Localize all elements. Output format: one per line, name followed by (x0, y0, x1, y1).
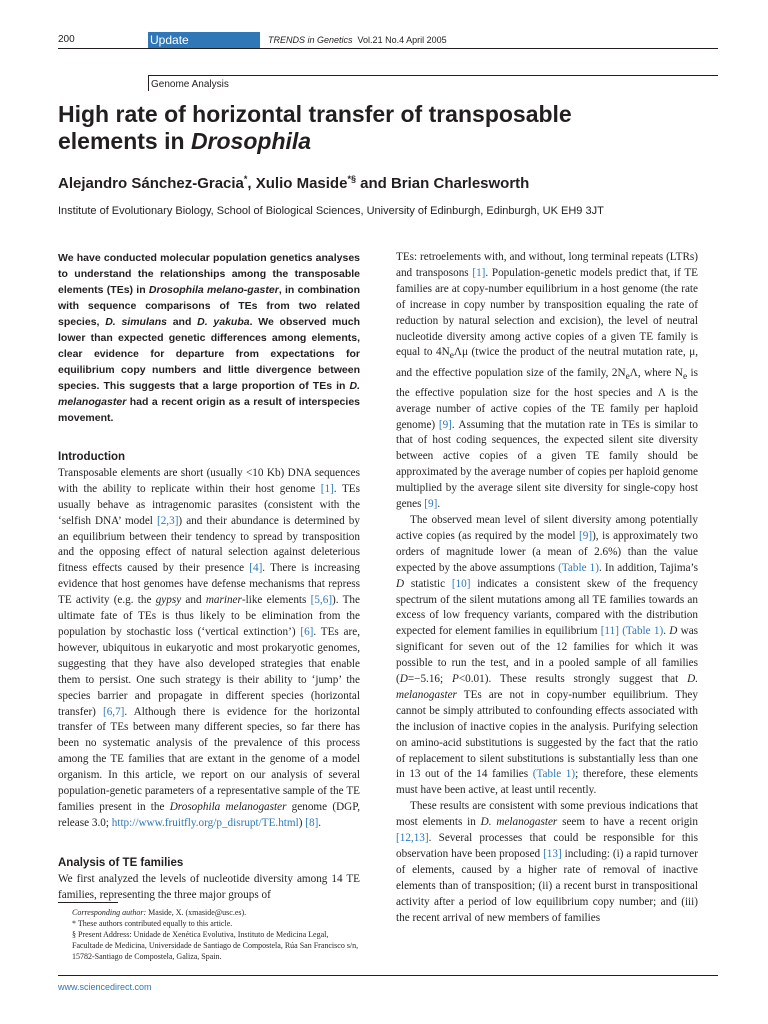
journal-line (268, 35, 447, 45)
body-text: ) (298, 816, 306, 829)
body-text: Transposable elements are short (usually <10 Kb) DNA sequences with the ability to replicate within their host genome (58, 466, 360, 495)
table-link[interactable]: (Table 1) (622, 625, 664, 638)
journal-issue: Vol.21 No.4 April 2005 (357, 35, 447, 45)
symbol: P (452, 673, 459, 686)
table-link[interactable]: (Table 1) (558, 561, 599, 574)
body-text: statistic (404, 577, 452, 590)
analysis-paragraph: We first analyzed the levels of nucleotide diversity among 14 TE families, representing the three major groups of (58, 872, 360, 901)
abstract-text: , in combination with sequence comparisons of TEs from two related species, (58, 284, 361, 328)
element-name: gypsy (155, 594, 182, 607)
category-rule (148, 75, 718, 76)
body-text: TEs: retroelements with, and without, long terminal repeats (LTRs) and transposons (396, 251, 698, 279)
author-2-mark: *§ (347, 174, 356, 184)
body-text: . TEs are, however, ubiquitous in eukaryotic and most prokaryotic genomes, suggesting that they have also developed strategies that enable them to persist. One such strategy is their ability to ‘jump’ the species barrier and propagate in different species (horizontal transfer) (58, 625, 360, 718)
body-text: was significant for seven out of the 12 families for which it was possible to run the test, and in a pooled sample of all families ( (396, 625, 699, 686)
body-text: . (318, 816, 322, 829)
citation-link[interactable]: [13] (543, 848, 562, 860)
body-text: These results are consistent with some previous indications that most elements in (396, 800, 698, 829)
title-genus: Drosophila (190, 128, 312, 154)
body-text: . (437, 498, 441, 511)
table-link[interactable]: (Table 1) (532, 768, 576, 781)
genome-url-link[interactable]: http://www.fruitfly.org/p_disrupt/TE.html (111, 816, 299, 829)
body-text: Λμ (twice the product of the neutral mutation rate, μ, and the effective population size of the family, 2N (396, 346, 698, 379)
symbol: D (396, 577, 405, 590)
footer-sciencedirect-link[interactable]: www.sciencedirect.com (58, 982, 152, 992)
citation-link[interactable]: [9] (424, 498, 438, 511)
symbol: D (669, 625, 678, 638)
footer-rule (58, 975, 718, 976)
affiliation: Institute of Evolutionary Biology, School of Biological Sciences, University of Edinburgh, Edinburgh, UK EH9 3JT (58, 205, 604, 217)
title-line-2: elements in (58, 128, 191, 154)
section-heading-introduction: Introduction (58, 451, 126, 463)
footnotes (58, 907, 360, 962)
body-text: The observed mean level of silent diversity among potentially active copies (as required by the model (396, 513, 698, 542)
citation-link[interactable]: [8] (305, 816, 319, 829)
author-1: Alejandro Sánchez-Gracia (58, 175, 244, 192)
abstract-text: and (166, 316, 198, 328)
author-2: , Xulio Maside (247, 175, 348, 192)
body-text: -like elements (241, 594, 311, 607)
section-tag: Update (148, 32, 260, 48)
body-text: . TEs usually behave as intragenomic parasites (consistent with the ‘selfish DNA’ model (58, 482, 360, 527)
footnote-label: Corresponding author: (72, 908, 147, 917)
journal-name: TRENDS in Genetics (268, 35, 353, 45)
citation-link[interactable]: [6,7] (102, 705, 125, 718)
body-text: including: (i) a rapid turnover of elements, caused by a higher rate of removal of inactive elements than of transposition; (ii) a recent burst in transpositional activity after a period of low equilibrium copy number; and (iii) the recent arrival of new members of families (396, 848, 698, 924)
subscript: e (682, 371, 688, 382)
body-text: . In addition, Tajima’s (598, 561, 698, 574)
article-category: Genome Analysis (151, 79, 229, 90)
citation-link[interactable]: [10] (451, 577, 471, 590)
left-column (58, 250, 360, 903)
article-title (58, 101, 718, 155)
body-text: <0.01). These results strongly suggest that (458, 673, 688, 686)
species-name: D. melanogaster (396, 673, 699, 701)
body-text: ; therefore, these elements must have been active, at least until recently. (396, 768, 698, 797)
body-text: . There is increasing evidence that host genomes have defense mechanisms that repress TE activity (e.g. the (58, 562, 360, 607)
citation-link[interactable]: [4] (249, 562, 263, 575)
right-paragraph-3 (396, 799, 698, 926)
body-text: is the effective population size for the host species and Λ is the average number of active copies of the TE family per haploid genome) (396, 366, 698, 431)
body-text: indicates a consistent skew of the frequency spectrum of the silent mutations among all TE families towards an excess of low frequency variants, compared with the distribution expected for element families in equilibrium (396, 577, 698, 638)
citation-link[interactable]: [1] (320, 482, 334, 495)
right-column (396, 250, 698, 927)
citation-link[interactable]: [5,6] (310, 594, 333, 607)
species-name: D. yakuba (197, 316, 250, 328)
body-text: =−5.16; (407, 673, 452, 686)
citation-link[interactable]: [9] (579, 529, 593, 542)
species-name: D. melanogaster (480, 816, 558, 829)
author-1-mark: * (243, 174, 248, 184)
subscript: e (625, 371, 630, 382)
body-text: TEs are not in copy-number equilibrium. They cannot be simply attributed to confounding effects associated with the inclusion of inactive copies in the analysis. Purifying selection on amino-acid substitutions is suggested by the fact that the ratio of replacement to silent substitutions is substantially less than one in 13 out of the 14 families (396, 688, 698, 781)
subscript: e (449, 351, 454, 362)
body-text: . Assuming that the mutation rate in TEs is similar to that of host coding sequences, the expected silent site diversity between active copies of a given TE family should be approximated by the average number of copies per haploid genome multiplied by the average silent site diversity for single-copy host genes (396, 418, 698, 511)
body-text: ). The ultimate fate of TEs is thus likely to be elimination from the population by stochastic loss (‘vertical extinction’) (58, 594, 360, 638)
author-list (58, 174, 718, 192)
species-name: Drosophila melano-gaster (148, 284, 279, 296)
citation-link[interactable]: [12,13] (396, 832, 429, 845)
title-line-1: High rate of horizontal transfer of transposable (58, 101, 572, 127)
right-paragraph-1 (396, 250, 698, 513)
citation-link[interactable]: [2,3] (156, 514, 179, 527)
right-paragraph-2 (396, 513, 698, 799)
footnote-rule (58, 902, 118, 903)
section-heading-analysis: Analysis of TE families (58, 856, 184, 869)
footnote-text: Maside, X. (xmaside@usc.es). (146, 908, 247, 917)
footnote-corresponding (58, 907, 360, 918)
header-rule (58, 48, 718, 49)
citation-link[interactable]: [9] (438, 418, 452, 431)
citation-link[interactable]: [11] (600, 625, 619, 638)
body-text: genome (DGP, release 3.0; (58, 800, 361, 829)
intro-paragraph (58, 466, 360, 832)
species-name: D. melanogaster (58, 380, 360, 408)
author-3: and Brian Charlesworth (355, 175, 530, 192)
abstract-text: We have conducted molecular population genetics analyses to understand the relationships among the transposable elements (TEs) in (58, 252, 360, 296)
body-text: . (663, 625, 670, 638)
species-name: Drosophila melanogaster (169, 800, 287, 813)
page-number: 200 (58, 34, 75, 45)
body-text: . Population-genetic models predict that, if TE families are at copy-number equilibrium in a host genome (the rate of increase in copy number by transposition equaling the rate of reduction by natural selection and excision), the level of neutral nucleotide diversity among active copies of a given TE family is equal to 4N (396, 266, 698, 359)
abstract-text: . We observed much lower than expected genetic differences among elements, clear evidence for departure from expectations for equilibrium copy numbers and little divergence between species. This suggests that a large proportion of TEs in (58, 316, 360, 392)
body-text: ) and their abundance is determined by an equilibrium between their tendency to spread by transposition and the opposing effect of natural selection against deleterious fitness effects caused by their presence (58, 514, 360, 575)
citation-link[interactable]: [6] (300, 625, 314, 638)
body-text: . Although there is evidence for the horizontal transfer of TEs between many different species, so far there has been no systematic analysis of the prevalence of this process among the TE families that are extant in the genome of a model organism. In this article, we report on our analysis of several population-genetic parameters of a representative sample of the TE families present in the (58, 705, 360, 813)
body-text: seem to have a recent origin (557, 816, 698, 829)
body-text: Λ, where N (629, 366, 683, 379)
abstract (58, 250, 360, 426)
body-text: . Several processes that could be responsible for this observation have been proposed (396, 832, 698, 860)
body-text: and (181, 594, 206, 607)
body-text: ), is approximately two orders of magnitude lower (a mean of 2.6%) than the value expected by the above assumptions (396, 529, 698, 574)
category-tick (148, 75, 149, 91)
element-name: mariner (205, 594, 242, 607)
symbol: D (399, 673, 408, 686)
citation-link[interactable]: [1] (472, 266, 486, 279)
footnote-equal-contribution: * These authors contributed equally to this article. (72, 919, 233, 928)
abstract-text: had a recent origin as a result of interspecies movement. (58, 396, 360, 424)
footnote-present-address: § Present Address: Unidade de Xenética Evolutiva, Instituto de Medicina Legal, Facultade de Medicina, Universidade de Santiago de Compostela, Rúa San Francisco s/n, 15782-Santiago de Compostela, Galiza, Spain. (72, 930, 359, 961)
species-name: D. simulans (105, 316, 167, 328)
